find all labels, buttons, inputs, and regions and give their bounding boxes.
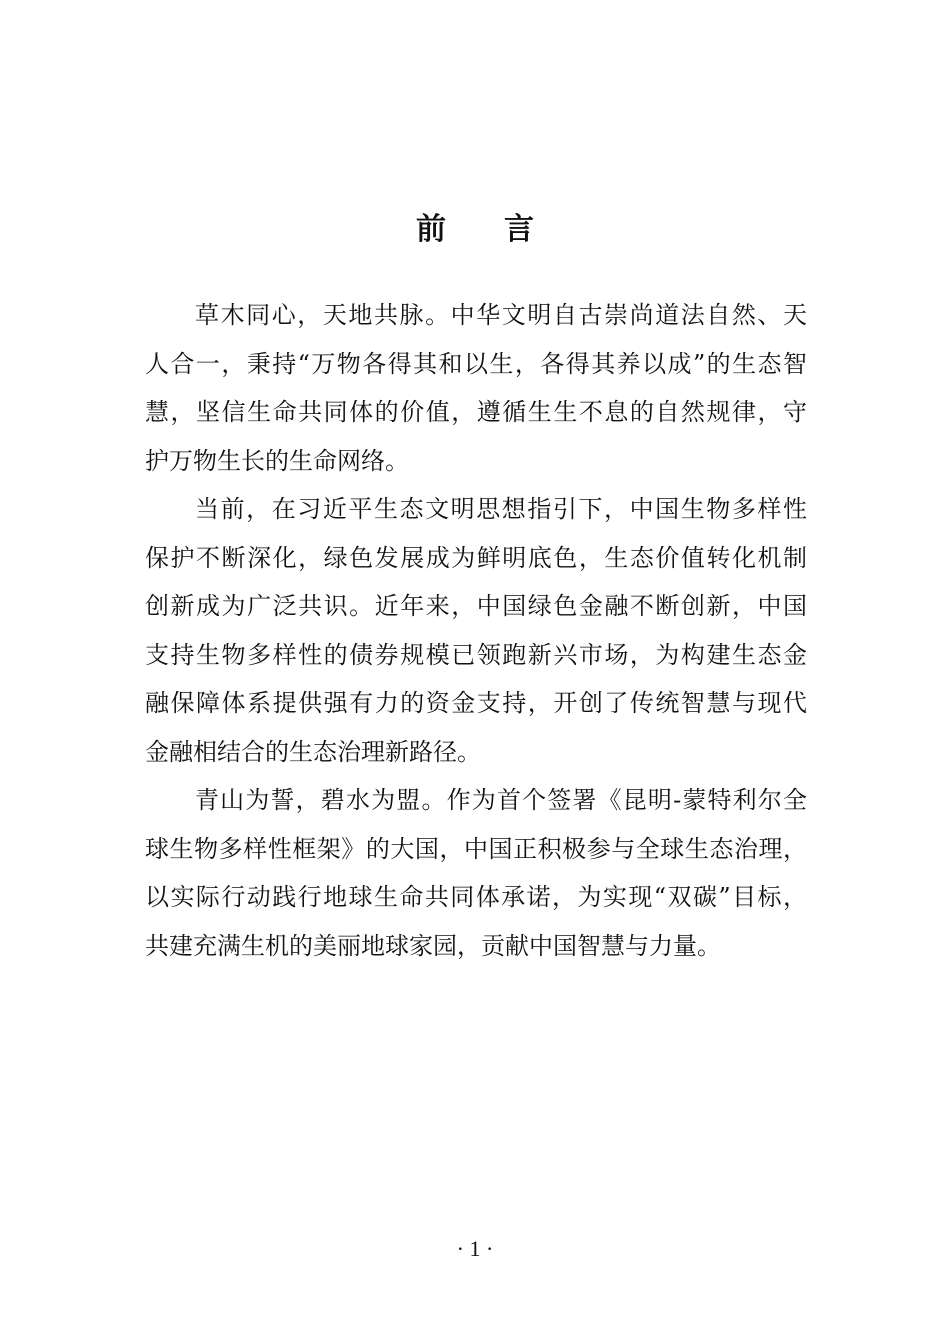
- text-line: 当前，在习近平生态文明思想指引下，中国生物多样性: [195, 495, 807, 523]
- text-line: 保护不断深化，绿色发展成为鲜明底色，生态价值转化机制: [145, 543, 807, 572]
- text-line: 慧，坚信生命共同体的价值，遵循生生不息的自然规律，守: [145, 398, 807, 426]
- text-line: 共建充满生机的美丽地球家园，贡献中国智慧与力量。: [145, 931, 721, 960]
- paragraph-2: [145, 489, 807, 780]
- paragraph-3: [145, 780, 807, 974]
- text-line: 创新成为广泛共识。近年来，中国绿色金融不断创新，中国: [145, 592, 807, 620]
- paragraph-1: [145, 295, 807, 489]
- page-title: [0, 204, 950, 248]
- text-line: 草木同心，天地共脉。中华文明自古崇尚道法自然、天: [195, 301, 807, 329]
- text-line: 球生物多样性框架》的大国，中国正积极参与全球生态治理，: [145, 834, 807, 863]
- text-line: 金融相结合的生态治理新路径。: [145, 737, 481, 766]
- preface-body: [145, 295, 807, 974]
- text-line: 支持生物多样性的债券规模已领跑新兴市场，为构建生态金: [145, 640, 807, 669]
- title-char-1: 前: [416, 212, 446, 247]
- page-number: · 1 ·: [456, 1236, 494, 1261]
- text-line: 青山为誓，碧水为盟。作为首个签署《昆明-蒙特利尔全: [195, 786, 807, 814]
- text-line: 护万物生长的生命网络。: [145, 446, 409, 475]
- text-line: 人合一，秉持“万物各得其和以生，各得其养以成”的生态智: [145, 349, 807, 378]
- text-line: 融保障体系提供强有力的资金支持，开创了传统智慧与现代: [145, 689, 807, 717]
- text-line: 以实际行动践行地球生命共同体承诺，为实现“双碳”目标，: [145, 883, 807, 911]
- title-char-2: 言: [504, 212, 534, 247]
